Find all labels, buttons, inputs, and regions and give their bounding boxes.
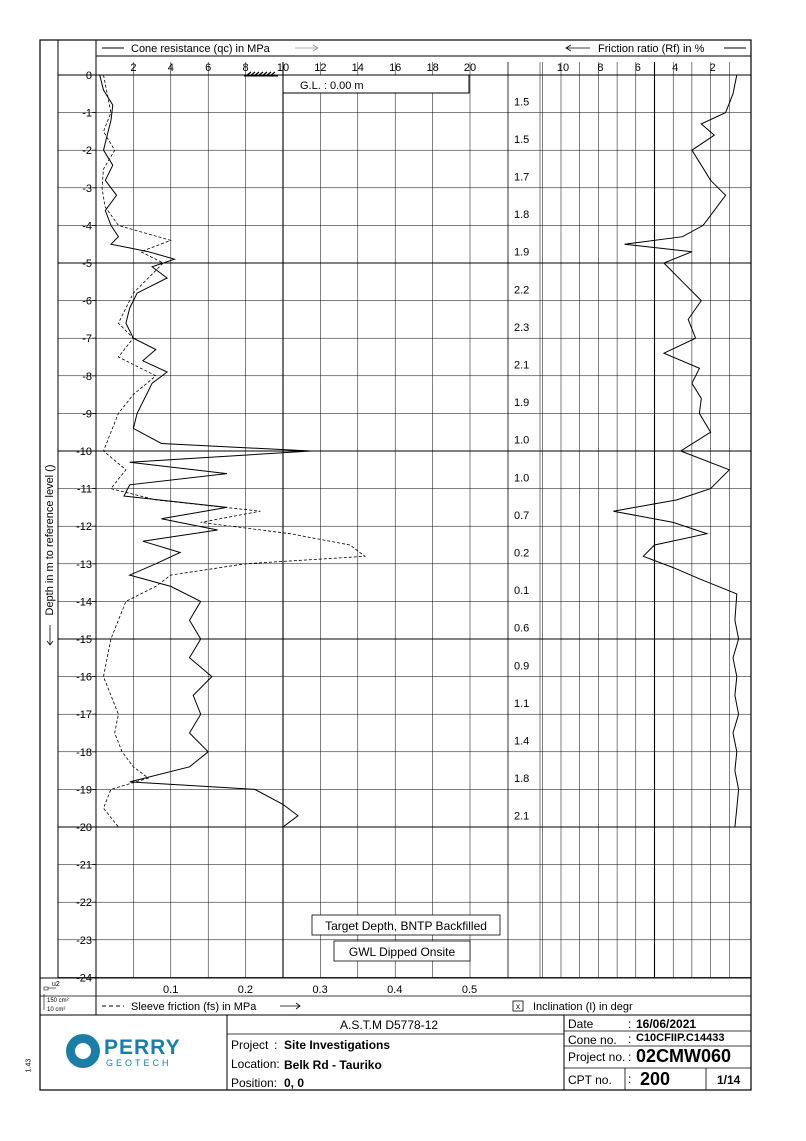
project-no-value: 02CMW060 <box>636 1046 732 1066</box>
inclination-value: 1.0 <box>514 472 530 485</box>
depth-tick-label: -12 <box>76 521 92 534</box>
depth-tick-label: -11 <box>76 483 92 496</box>
gwl-text: GWL Dipped Onsite <box>348 945 456 959</box>
inclination-value: 0.2 <box>514 547 530 560</box>
qc-axis-title <box>102 43 318 55</box>
cone-value: C10CFIIP.C14433 <box>636 1032 725 1044</box>
depth-tick-label: -13 <box>76 558 92 571</box>
rf-axis-title <box>566 43 746 55</box>
chart-grid <box>58 62 751 977</box>
inclination-value: 1.5 <box>514 96 530 109</box>
perry-geotech-logo <box>66 1034 196 1074</box>
y-axis-arrow <box>47 625 53 645</box>
inclination-value: 0.6 <box>514 622 530 635</box>
inclination-value: 1.8 <box>514 773 530 786</box>
qc-tick-label: 8 <box>242 62 249 74</box>
inclination-value: 2.2 <box>514 284 530 297</box>
legend-u2: u2 <box>52 981 60 988</box>
logo-mark <box>66 1034 100 1068</box>
qc-tick-label: 2 <box>130 62 137 74</box>
fs-tick-label: 0.2 <box>237 984 254 996</box>
side-note: 1.43 <box>25 1058 33 1073</box>
logo-subtitle: GEOTECH <box>106 1058 172 1068</box>
fs-axis-title <box>102 1001 300 1013</box>
inclination-value: 1.4 <box>514 735 530 748</box>
inclination-value: 1.5 <box>514 133 530 146</box>
inclination-value: 0.7 <box>514 509 530 522</box>
rf-tick-label: 8 <box>597 62 604 74</box>
inclination-value: 2.1 <box>514 359 530 372</box>
date-label: Date <box>568 1017 594 1031</box>
qc-tick-label: 10 <box>276 62 290 74</box>
rf-tick-label: 10 <box>556 62 570 74</box>
depth-tick-label: -4 <box>82 220 92 233</box>
depth-tick-label: -18 <box>76 746 92 759</box>
rf-tick-label: 4 <box>672 62 679 74</box>
project-value: Site Investigations <box>284 1038 391 1052</box>
y-axis-label: Depth in m to reference level () <box>44 464 56 616</box>
date-value: 16/06/2021 <box>636 1017 697 1031</box>
project-colon: : <box>274 1038 278 1052</box>
cpt-no-colon: : <box>628 1072 632 1086</box>
position-label: Position: <box>231 1076 278 1090</box>
cone-colon: : <box>628 1032 632 1046</box>
depth-tick-label: -1 <box>82 107 92 120</box>
cone-label: Cone no. <box>568 1033 617 1047</box>
rf-tick-label: 2 <box>709 62 716 74</box>
qc-tick-label: 14 <box>351 62 364 74</box>
ground-level-text: G.L. : 0.00 m <box>300 80 364 92</box>
date-colon: : <box>628 1017 632 1031</box>
fs-axis-label: Sleeve friction (fs) in MPa <box>131 1001 257 1013</box>
qc-tick-label: 20 <box>463 62 477 74</box>
inclination-value: 1.8 <box>514 209 530 222</box>
inclination-value: 1.9 <box>514 397 530 410</box>
inclination-value: 1.9 <box>514 246 530 259</box>
depth-tick-label: -15 <box>76 634 92 646</box>
inclination-value: 0.1 <box>514 585 530 598</box>
qc-tick-label: 6 <box>205 62 212 74</box>
depth-tick-label: -17 <box>76 709 92 722</box>
target-depth-note <box>312 915 500 935</box>
depth-tick-label: -6 <box>82 295 92 308</box>
standard-label: A.S.T.M D5778-12 <box>340 1018 439 1032</box>
fs-tick-label: 0.5 <box>461 984 478 996</box>
project-no-label: Project no. <box>568 1050 626 1064</box>
depth-tick-label: -2 <box>82 145 92 158</box>
qc-tick-label: 4 <box>167 62 174 74</box>
location-value: Belk Rd - Tauriko <box>284 1058 382 1072</box>
cpt-no-value: 200 <box>640 1069 671 1089</box>
ground-level-box <box>283 75 469 93</box>
depth-tick-label: -7 <box>82 333 92 346</box>
legend-10: 10 cm² <box>47 1007 66 1013</box>
depth-tick-label: -23 <box>76 934 92 947</box>
inclination-value: 1.7 <box>514 171 530 184</box>
depth-tick-label: -10 <box>76 446 92 458</box>
depth-tick-label: -21 <box>76 859 92 872</box>
target-depth-text: Target Depth, BNTP Backfilled <box>325 919 487 933</box>
gwl-note <box>334 941 470 961</box>
inclination-value: 1.1 <box>514 697 530 710</box>
page-number: 1/14 <box>717 1073 741 1087</box>
qc-tick-label: 12 <box>314 62 327 74</box>
depth-tick-label: -8 <box>82 370 92 383</box>
project-label: Project <box>231 1038 269 1052</box>
fs-tick-label: 0.3 <box>312 984 328 996</box>
inclination-value: 2.3 <box>514 321 530 334</box>
project-no-colon: : <box>628 1050 632 1064</box>
fs-tick-label: 0.1 <box>163 984 179 996</box>
qc-axis-label: Cone resistance (qc) in MPa <box>131 43 270 55</box>
depth-tick-label: -14 <box>76 596 92 609</box>
depth-tick-label: -19 <box>76 784 92 797</box>
depth-tick-label: -24 <box>76 972 92 985</box>
inclination-value: 0.9 <box>514 660 530 673</box>
qc-tick-label: 18 <box>426 62 439 74</box>
inclination-value: 2.1 <box>514 810 530 823</box>
axis-ticks <box>76 62 716 996</box>
rf-tick-label: 6 <box>634 62 641 74</box>
inclination-legend <box>513 1001 633 1013</box>
fs-tick-label: 0.4 <box>387 984 403 996</box>
qc-tick-label: 16 <box>389 62 402 74</box>
depth-tick-label: -20 <box>76 822 92 834</box>
rf-axis-label: Friction ratio (Rf) in % <box>598 43 705 55</box>
depth-tick-label: 0 <box>85 70 92 82</box>
legend-150: 150 cm² <box>47 998 69 1004</box>
depth-tick-label: -5 <box>82 258 92 270</box>
inclination-label: Inclination (I) in degr <box>533 1001 633 1013</box>
location-label: Location: <box>231 1057 280 1071</box>
inclination-values <box>514 96 529 822</box>
cpt-no-label: CPT no. <box>568 1073 612 1087</box>
position-value: 0, 0 <box>284 1076 305 1090</box>
logo-name: PERRY <box>104 1036 181 1059</box>
depth-tick-label: -9 <box>82 408 92 421</box>
probe-legend <box>44 981 69 1013</box>
inclination-value: 1.0 <box>514 434 530 447</box>
depth-tick-label: -16 <box>76 671 92 684</box>
inclination-marker: x <box>516 1002 520 1011</box>
depth-tick-label: -22 <box>76 897 92 910</box>
depth-tick-label: -3 <box>82 182 92 195</box>
